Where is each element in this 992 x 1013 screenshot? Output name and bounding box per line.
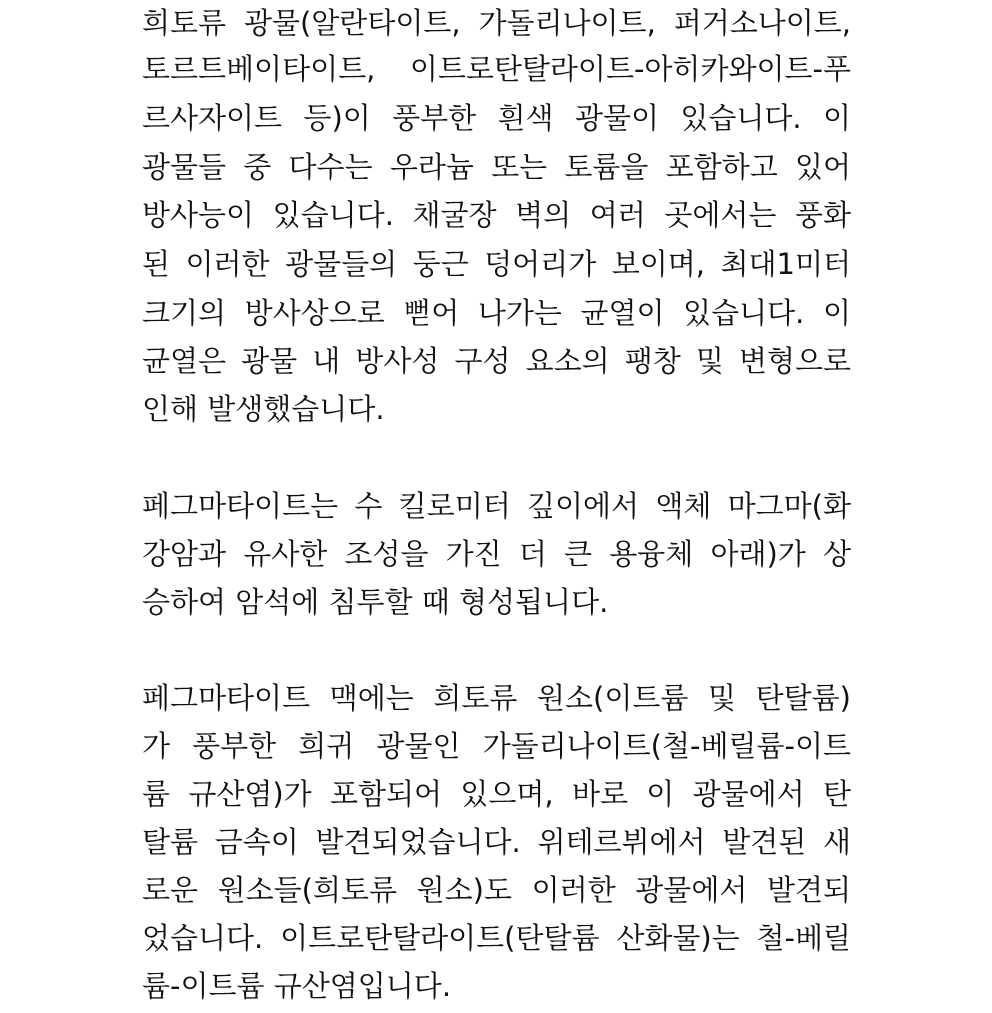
paragraph-1-line-3: 르사자이트 등)이 풍부한 흰색 광물이 있습니다. 이 [142, 101, 851, 135]
paragraph-2-line-3: 승하여 암석에 침투할 때 형성됩니다. [142, 585, 609, 619]
paragraph-3-line-5: 로운 원소들(희토류 원소)도 이러한 광물에서 발견되 [142, 873, 851, 907]
paragraph-1-line-2: 토르트베이타이트, 이트로탄탈라이트-아히카와이트-푸 [142, 52, 851, 86]
paragraph-1-line-8: 균열은 광물 내 방사성 구성 요소의 팽창 및 변형으로 [142, 344, 851, 378]
paragraph-3-line-4: 탈륨 금속이 발견되었습니다. 위테르뷔에서 발견된 새 [142, 825, 851, 859]
paragraph-1-line-6: 된 이러한 광물들의 둥근 덩어리가 보이며, 최대1미터 [142, 247, 851, 281]
paragraph-3-line-2: 가 풍부한 희귀 광물인 가돌리나이트(철-베릴륨-이트 [142, 729, 851, 763]
paragraph-3-line-7: 륨-이트륨 규산염입니다. [142, 969, 452, 1003]
paragraph-1-line-5: 방사능이 있습니다. 채굴장 벽의 여러 곳에서는 풍화 [142, 198, 851, 232]
paragraph-1-line-1: 희토류 광물(알란타이트, 가돌리나이트, 퍼거소나이트, [142, 6, 851, 40]
paragraph-2-line-1: 페그마타이트는 수 킬로미터 깊이에서 액체 마그마(화 [142, 489, 851, 523]
paragraph-1-line-7: 크기의 방사상으로 뻗어 나가는 균열이 있습니다. 이 [142, 296, 851, 330]
paragraph-3-line-1: 페그마타이트 맥에는 희토류 원소(이트륨 및 탄탈륨) [142, 681, 851, 715]
paragraph-1-line-4: 광물들 중 다수는 우라늄 또는 토륨을 포함하고 있어 [142, 150, 851, 184]
paragraph-3-line-3: 륨 규산염)가 포함되어 있으며, 바로 이 광물에서 탄 [142, 777, 851, 811]
paragraph-2-line-2: 강암과 유사한 조성을 가진 더 큰 용융체 아래)가 상 [142, 537, 851, 571]
paragraph-3-line-6: 었습니다. 이트로탄탈라이트(탄탈륨 산화물)는 철-베릴 [142, 921, 851, 955]
paragraph-1-line-9: 인해 발생했습니다. [142, 392, 385, 426]
